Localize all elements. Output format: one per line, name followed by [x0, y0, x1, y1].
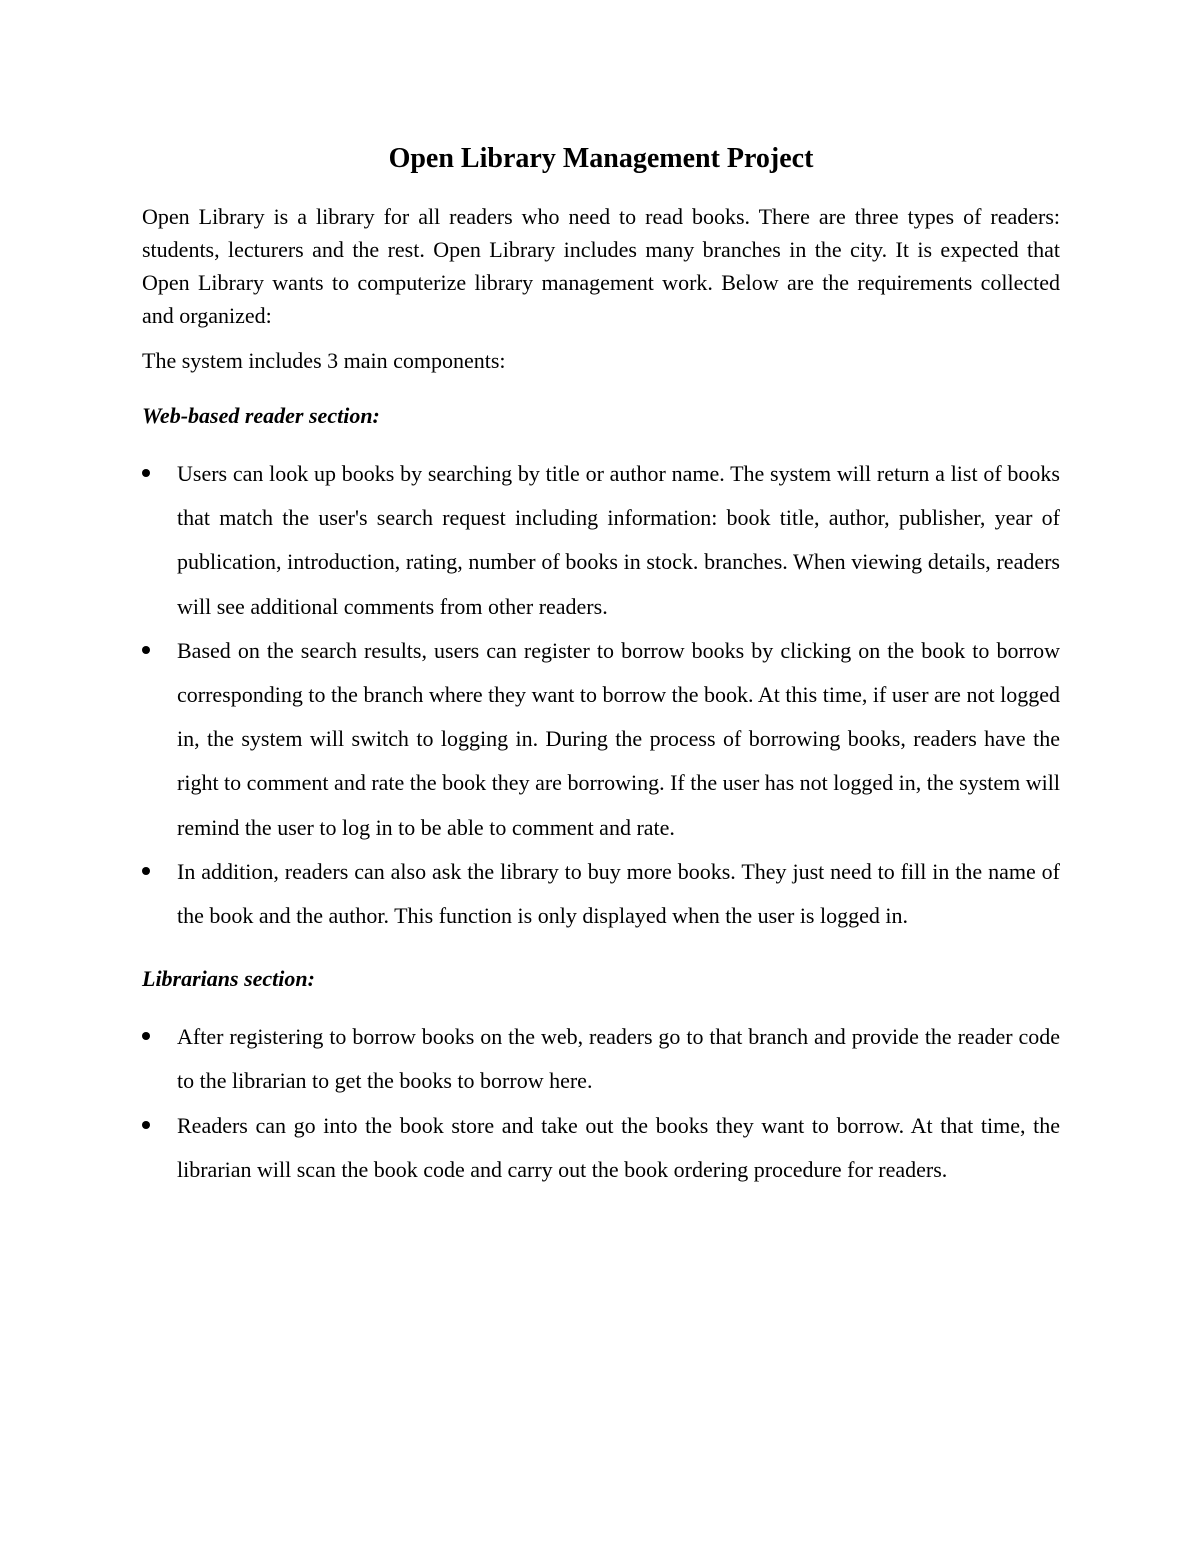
components-line: The system includes 3 main components:	[142, 348, 506, 373]
section-web-reader	[142, 399, 1060, 938]
bullet-icon	[142, 646, 150, 654]
section-heading: Web-based reader section:	[142, 403, 380, 428]
list-item	[142, 1104, 1060, 1192]
list-item-text: After registering to borrow books on the web, readers go to that branch and provide the reader code to the librarian to get the books to borrow here.	[177, 1024, 1060, 1094]
list-item-text: Readers can go into the book store and take out the books they want to borrow. At that time, the librarian will scan the book code and carry out the book ordering procedure for readers.	[177, 1112, 1060, 1182]
bullet-list	[142, 452, 1060, 938]
document-page	[142, 140, 1060, 1216]
list-item	[142, 850, 1060, 938]
bullet-icon	[142, 1121, 150, 1129]
list-item	[142, 452, 1060, 629]
bullet-list	[142, 1015, 1060, 1192]
list-item	[142, 629, 1060, 850]
intro-paragraph: Open Library is a library for all readers who need to read books. There are three types of readers: students, lecturers and the rest. Open Library includes many branches in the city. It is expected that Open Library wants to computerize library management work. Below are the requirements collected and organized:	[142, 204, 1060, 328]
bullet-icon	[142, 469, 150, 477]
list-item-text: Users can look up books by searching by title or author name. The system will return a list of books that match the user's search request including information: book title, author, publisher, year of publication, introduction, rating, number of books in stock. branches. When viewing details, readers will see additional comments from other readers.	[177, 461, 1060, 619]
section-heading: Librarians section:	[142, 966, 315, 992]
list-item-text: In addition, readers can also ask the library to buy more books. They just need to fill in the name of the book and the author. This function is only displayed when the user is logged in.	[177, 858, 1060, 929]
bullet-icon	[142, 867, 150, 875]
document-title: Open Library Management Project	[388, 143, 814, 174]
bullet-icon	[142, 1032, 150, 1040]
list-item	[142, 1015, 1060, 1103]
list-item-text: Based on the search results, users can register to borrow books by clicking on the book to borrow corresponding to the branch where they want to borrow the book. At this time, if user are not logged in, the system will switch to logging in. During the process of borrowing books, readers have the right to comment and rate the book they are borrowing. If the user has not logged in, the system will remind the user to log in to be able to comment and rate.	[177, 637, 1060, 840]
section-librarians	[142, 962, 1060, 1192]
